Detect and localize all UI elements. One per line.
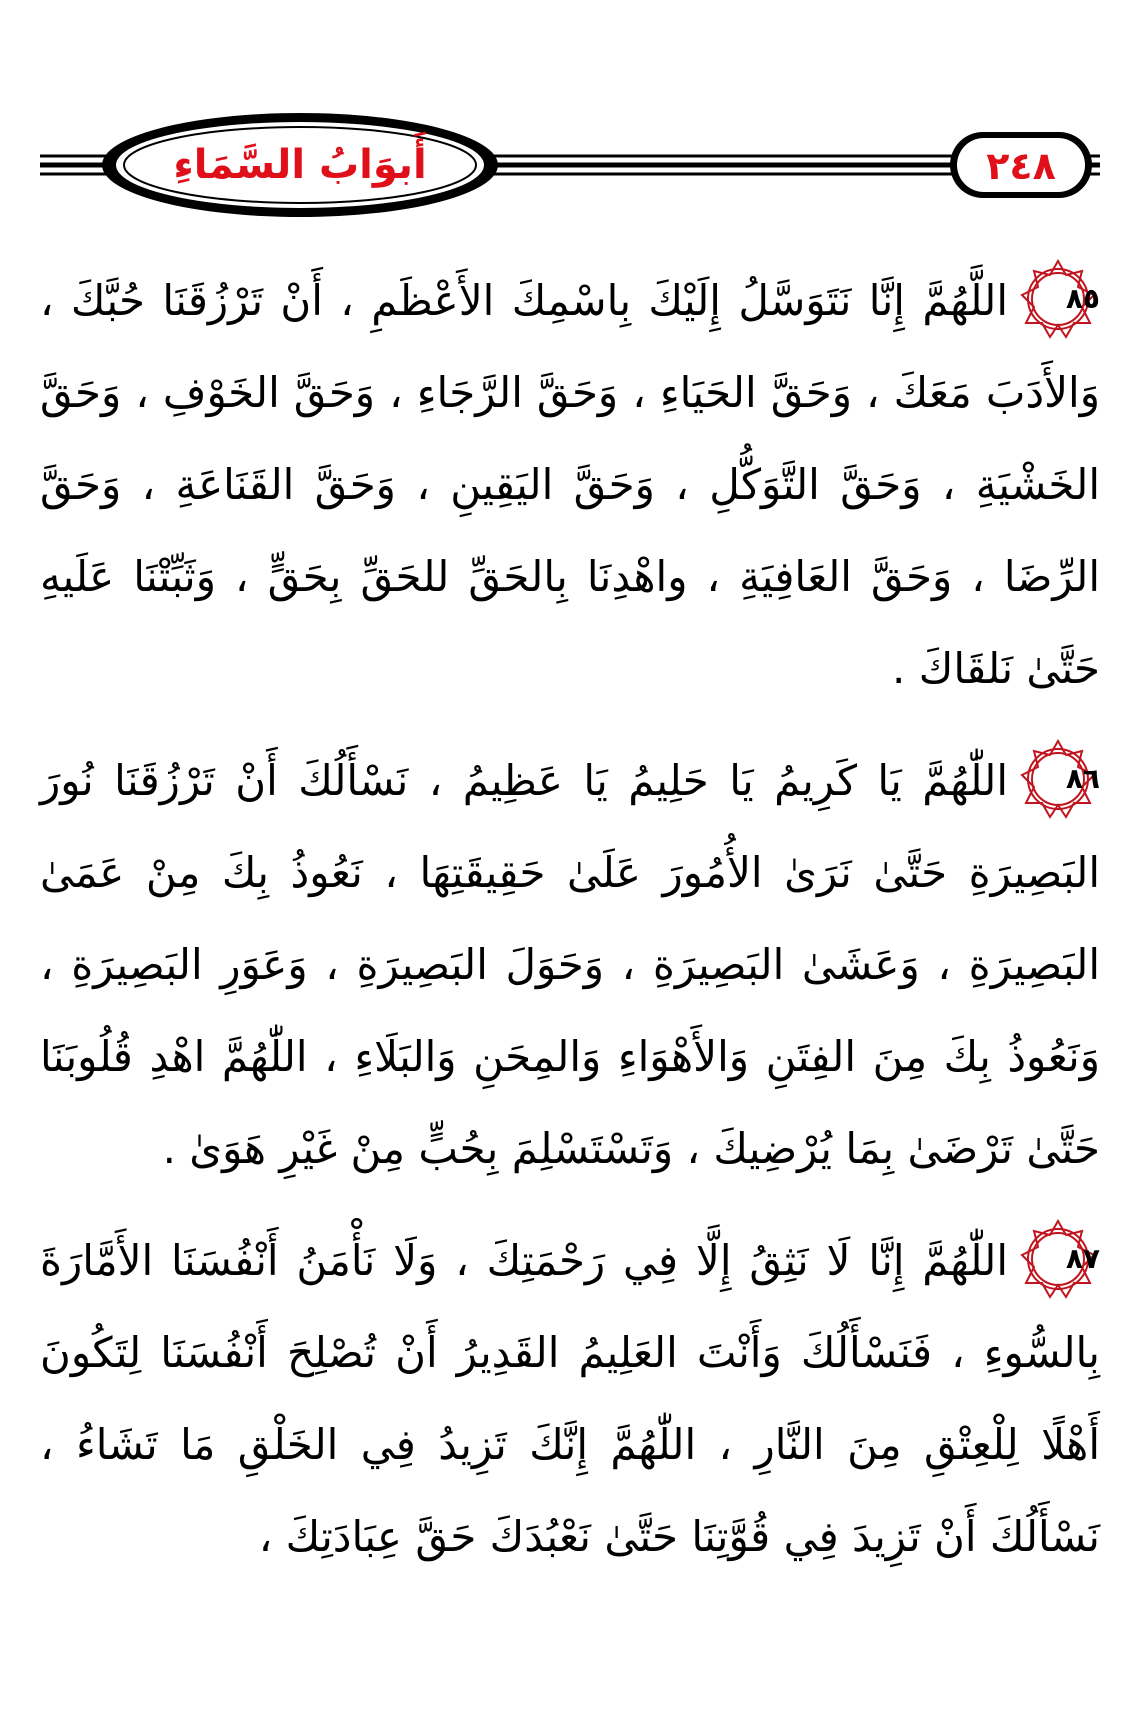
prayer-paragraph [40, 1215, 1100, 1583]
prayer-paragraph [40, 255, 1100, 715]
page-number: ٢٤٨ [986, 144, 1056, 188]
page-header [40, 110, 1100, 220]
prayer-number-badge [1016, 737, 1100, 821]
prayer-text: اللّٰهُمَّ يَا كَرِيمُ يَا حَلِيمُ يَا عَظِيمُ ، نَسْأَلُكَ أَنْ تَرْزُقَنَا نُورَ البَصِيرَةِ حَتَّىٰ نَرَىٰ الأُمُورَ عَلَىٰ حَقِيقَتِهَا ، نَعُوذُ بِكَ مِنْ عَمَىٰ البَصِيرَةِ ، وَعَشَىٰ البَصِيرَةِ ، وَحَوَلَ البَصِيرَةِ ، وَعَوَرِ البَصِيرَةِ ، وَنَعُوذُ بِكَ مِنَ الفِتَنِ وَالأَهْوَاءِ وَالمِحَنِ وَالبَلَاءِ ، اللّٰهُمَّ اهْدِ قُلُوبَنَا حَتَّىٰ تَرْضَىٰ بِمَا يُرْضِيكَ ، وَتَسْتَسْلِمَ بِحُبٍّ مِنْ غَيْرِ هَوَىٰ . [40, 756, 1100, 1173]
prayer-text: اللّٰهُمَّ إِنَّا لَا نَثِقُ إِلَّا فِي رَحْمَتِكَ ، وَلَا نَأْمَنُ أَنْفُسَنَا الأَمَّارَةَ بِالسُّوءِ ، فَنَسْأَلُكَ وَأَنْتَ العَلِيمُ القَدِيرُ أَنْ تُصْلِحَ أَنْفُسَنَا لِتَكُونَ أَهْلًا لِلْعِتْقِ مِنَ النَّارِ ، اللّٰهُمَّ إِنَّكَ تَزِيدُ فِي الخَلْقِ مَا تَشَاءُ ، نَسْأَلُكَ أَنْ تَزِيدَ فِي قُوَّتِنَا حَتَّىٰ نَعْبُدَكَ حَقَّ عِبَادَتِكَ ، [40, 1236, 1100, 1561]
prayer-number-badge [1016, 1217, 1100, 1301]
prayer-number: ٨٥ [1065, 281, 1100, 315]
prayer-number: ٨٧ [1065, 1241, 1100, 1275]
prayer-number-badge [1016, 257, 1100, 341]
prayer-text: اللَّهُمَّ إِنَّا نَتَوَسَّلُ إِلَيْكَ بِاسْمِكَ الأَعْظَمِ ، أَنْ تَرْزُقَنَا حُبَّكَ ، وَالأَدَبَ مَعَكَ ، وَحَقَّ الحَيَاءِ ، وَحَقَّ الرَّجَاءِ ، وَحَقَّ الخَوْفِ ، وَحَقَّ الخَشْيَةِ ، وَحَقَّ التَّوَكُّلِ ، وَحَقَّ اليَقِينِ ، وَحَقَّ القَنَاعَةِ ، وَحَقَّ الرِّضَا ، وَحَقَّ العَافِيَةِ ، واهْدِنَا بِالحَقِّ للحَقِّ بِحَقٍّ ، وَثَبِّتْنَا عَلَيهِ حَتَّىٰ نَلقَاكَ . [40, 276, 1100, 693]
prayer-paragraph [40, 735, 1100, 1195]
chapter-title: أَبوَابُ السَّمَاءِ [173, 142, 427, 188]
prayer-number: ٨٦ [1065, 761, 1100, 795]
page-content [40, 255, 1100, 1603]
